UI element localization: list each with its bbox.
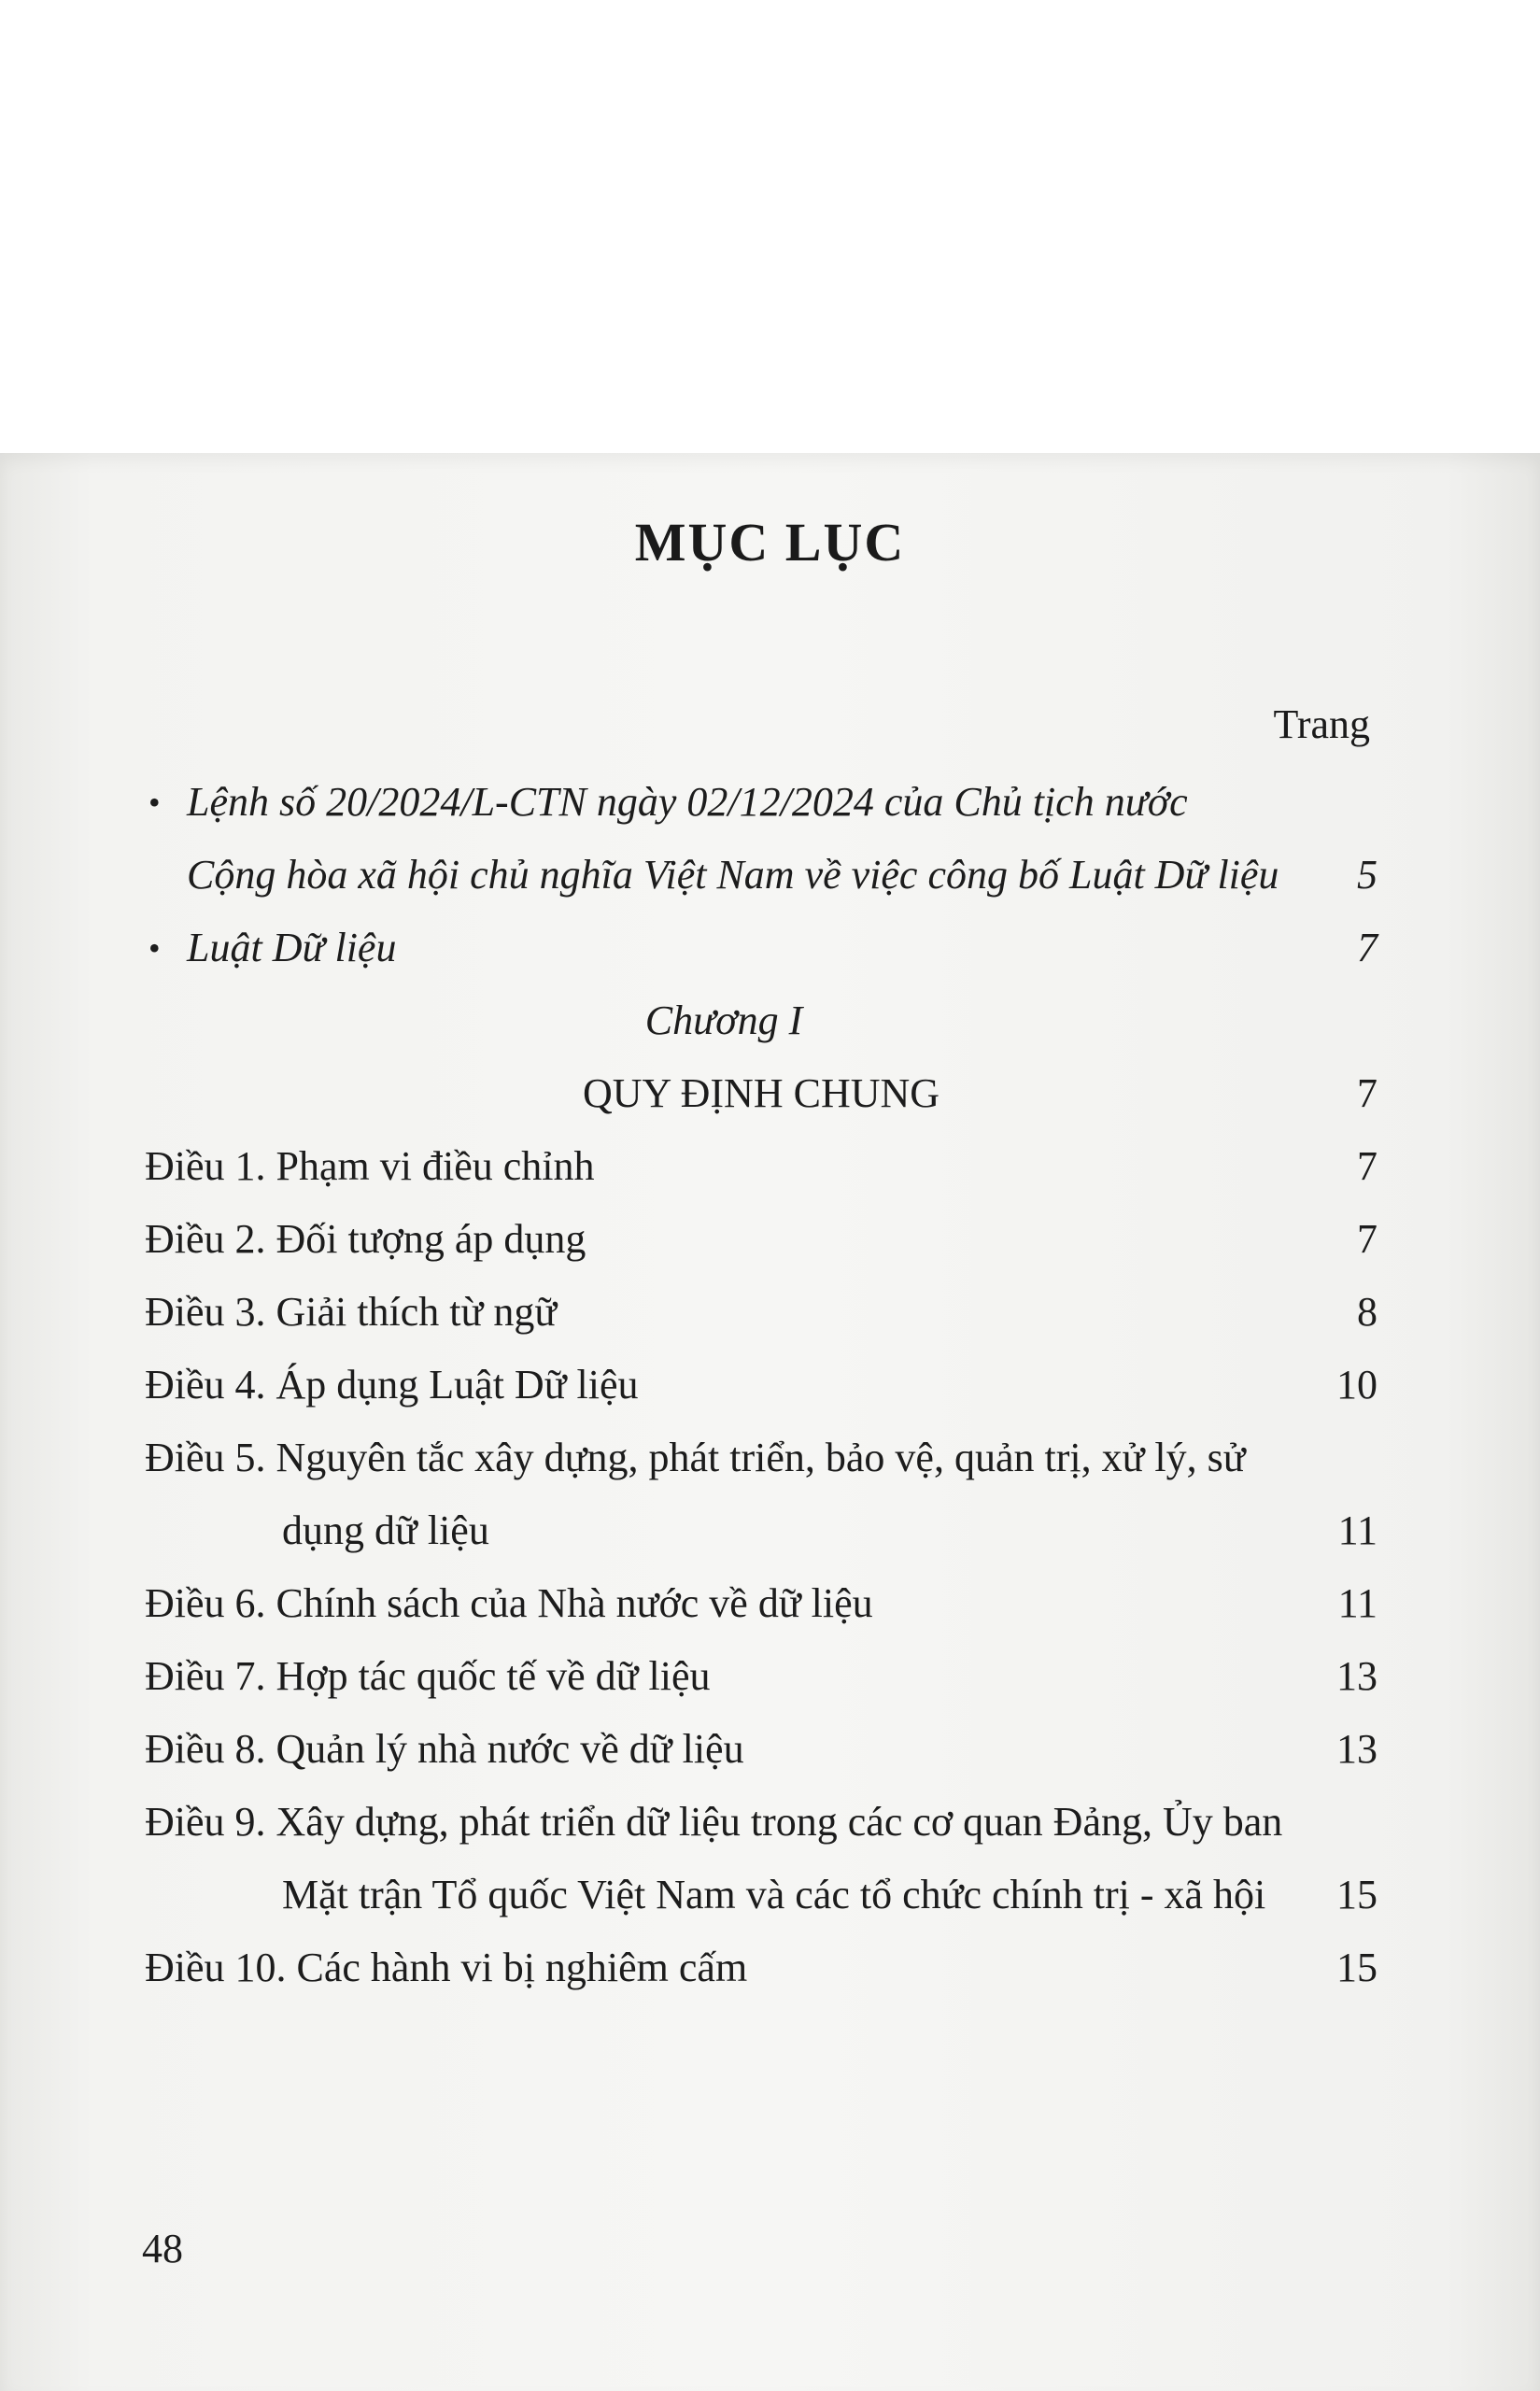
article-title: Điều 8. Quản lý nhà nước về dữ liệu [145,1726,744,1772]
toc-article [145,1349,1378,1422]
toc-article [145,1422,1378,1567]
article-title: Điều 6. Chính sách của Nhà nước về dữ liệu [145,1580,873,1626]
chapter-title-row [145,1057,1378,1130]
article-page: 8 [1357,1289,1378,1335]
article-page: 15 [1336,1872,1378,1917]
chapter-page: 7 [1357,1070,1378,1116]
toc-entry-lenh [145,766,1378,912]
article-page: 15 [1336,1945,1378,1990]
chapter-number: Chương I [644,997,803,1043]
toc-article [145,1567,1378,1640]
article-title: Điều 9. Xây dựng, phát triển dữ liệu trong các cơ quan Đảng, Ủy ban Mặt trận Tổ quốc Việt Nam và các tổ chức chính trị - xã hội [145,1799,1283,1917]
toc-article [145,1931,1378,2004]
toc-entry-page: 7 [1357,925,1378,970]
toc-article [145,1640,1378,1713]
bullet-icon: • [148,784,161,821]
toc-entry-page: 5 [1357,852,1378,898]
article-page: 13 [1336,1726,1378,1772]
article-title: Điều 10. Các hành vi bị nghiêm cấm [145,1945,748,1990]
toc-article [145,1786,1378,1931]
article-page: 13 [1336,1653,1378,1699]
bullet-icon: • [148,929,161,967]
article-title: Điều 5. Nguyên tắc xây dựng, phát triển, bảo vệ, quản trị, xử lý, sử dụng dữ liệu [145,1435,1246,1553]
article-page: 7 [1357,1143,1378,1189]
article-title: Điều 4. Áp dụng Luật Dữ liệu [145,1362,639,1408]
toc-entry-text: Lệnh số 20/2024/L-CTN ngày 02/12/2024 của Chủ tịch nước Cộng hòa xã hội chủ nghĩa Việt Nam về việc công bố Luật Dữ liệu [187,779,1279,898]
article-page: 10 [1336,1362,1378,1408]
article-page: 11 [1337,1507,1378,1553]
article-page: 11 [1337,1580,1378,1626]
table-of-contents [145,766,1378,2004]
toc-article [145,1276,1378,1349]
article-title: Điều 7. Hợp tác quốc tế về dữ liệu [145,1653,711,1699]
chapter-title: QUY ĐỊNH CHUNG [582,1070,940,1116]
page-title: MỤC LỤC [634,512,906,573]
article-title: Điều 3. Giải thích từ ngữ [145,1289,558,1335]
toc-entry-text: Luật Dữ liệu [187,925,397,970]
page-column-header: Trang [1273,701,1370,747]
article-title: Điều 1. Phạm vi điều chỉnh [145,1143,595,1189]
toc-entry-luat [145,912,1378,984]
toc-article [145,1713,1378,1786]
toc-article [145,1203,1378,1276]
article-title: Điều 2. Đối tượng áp dụng [145,1216,586,1262]
page-number: 48 [142,2226,183,2271]
article-page: 7 [1357,1216,1378,1262]
toc-article [145,1130,1378,1203]
